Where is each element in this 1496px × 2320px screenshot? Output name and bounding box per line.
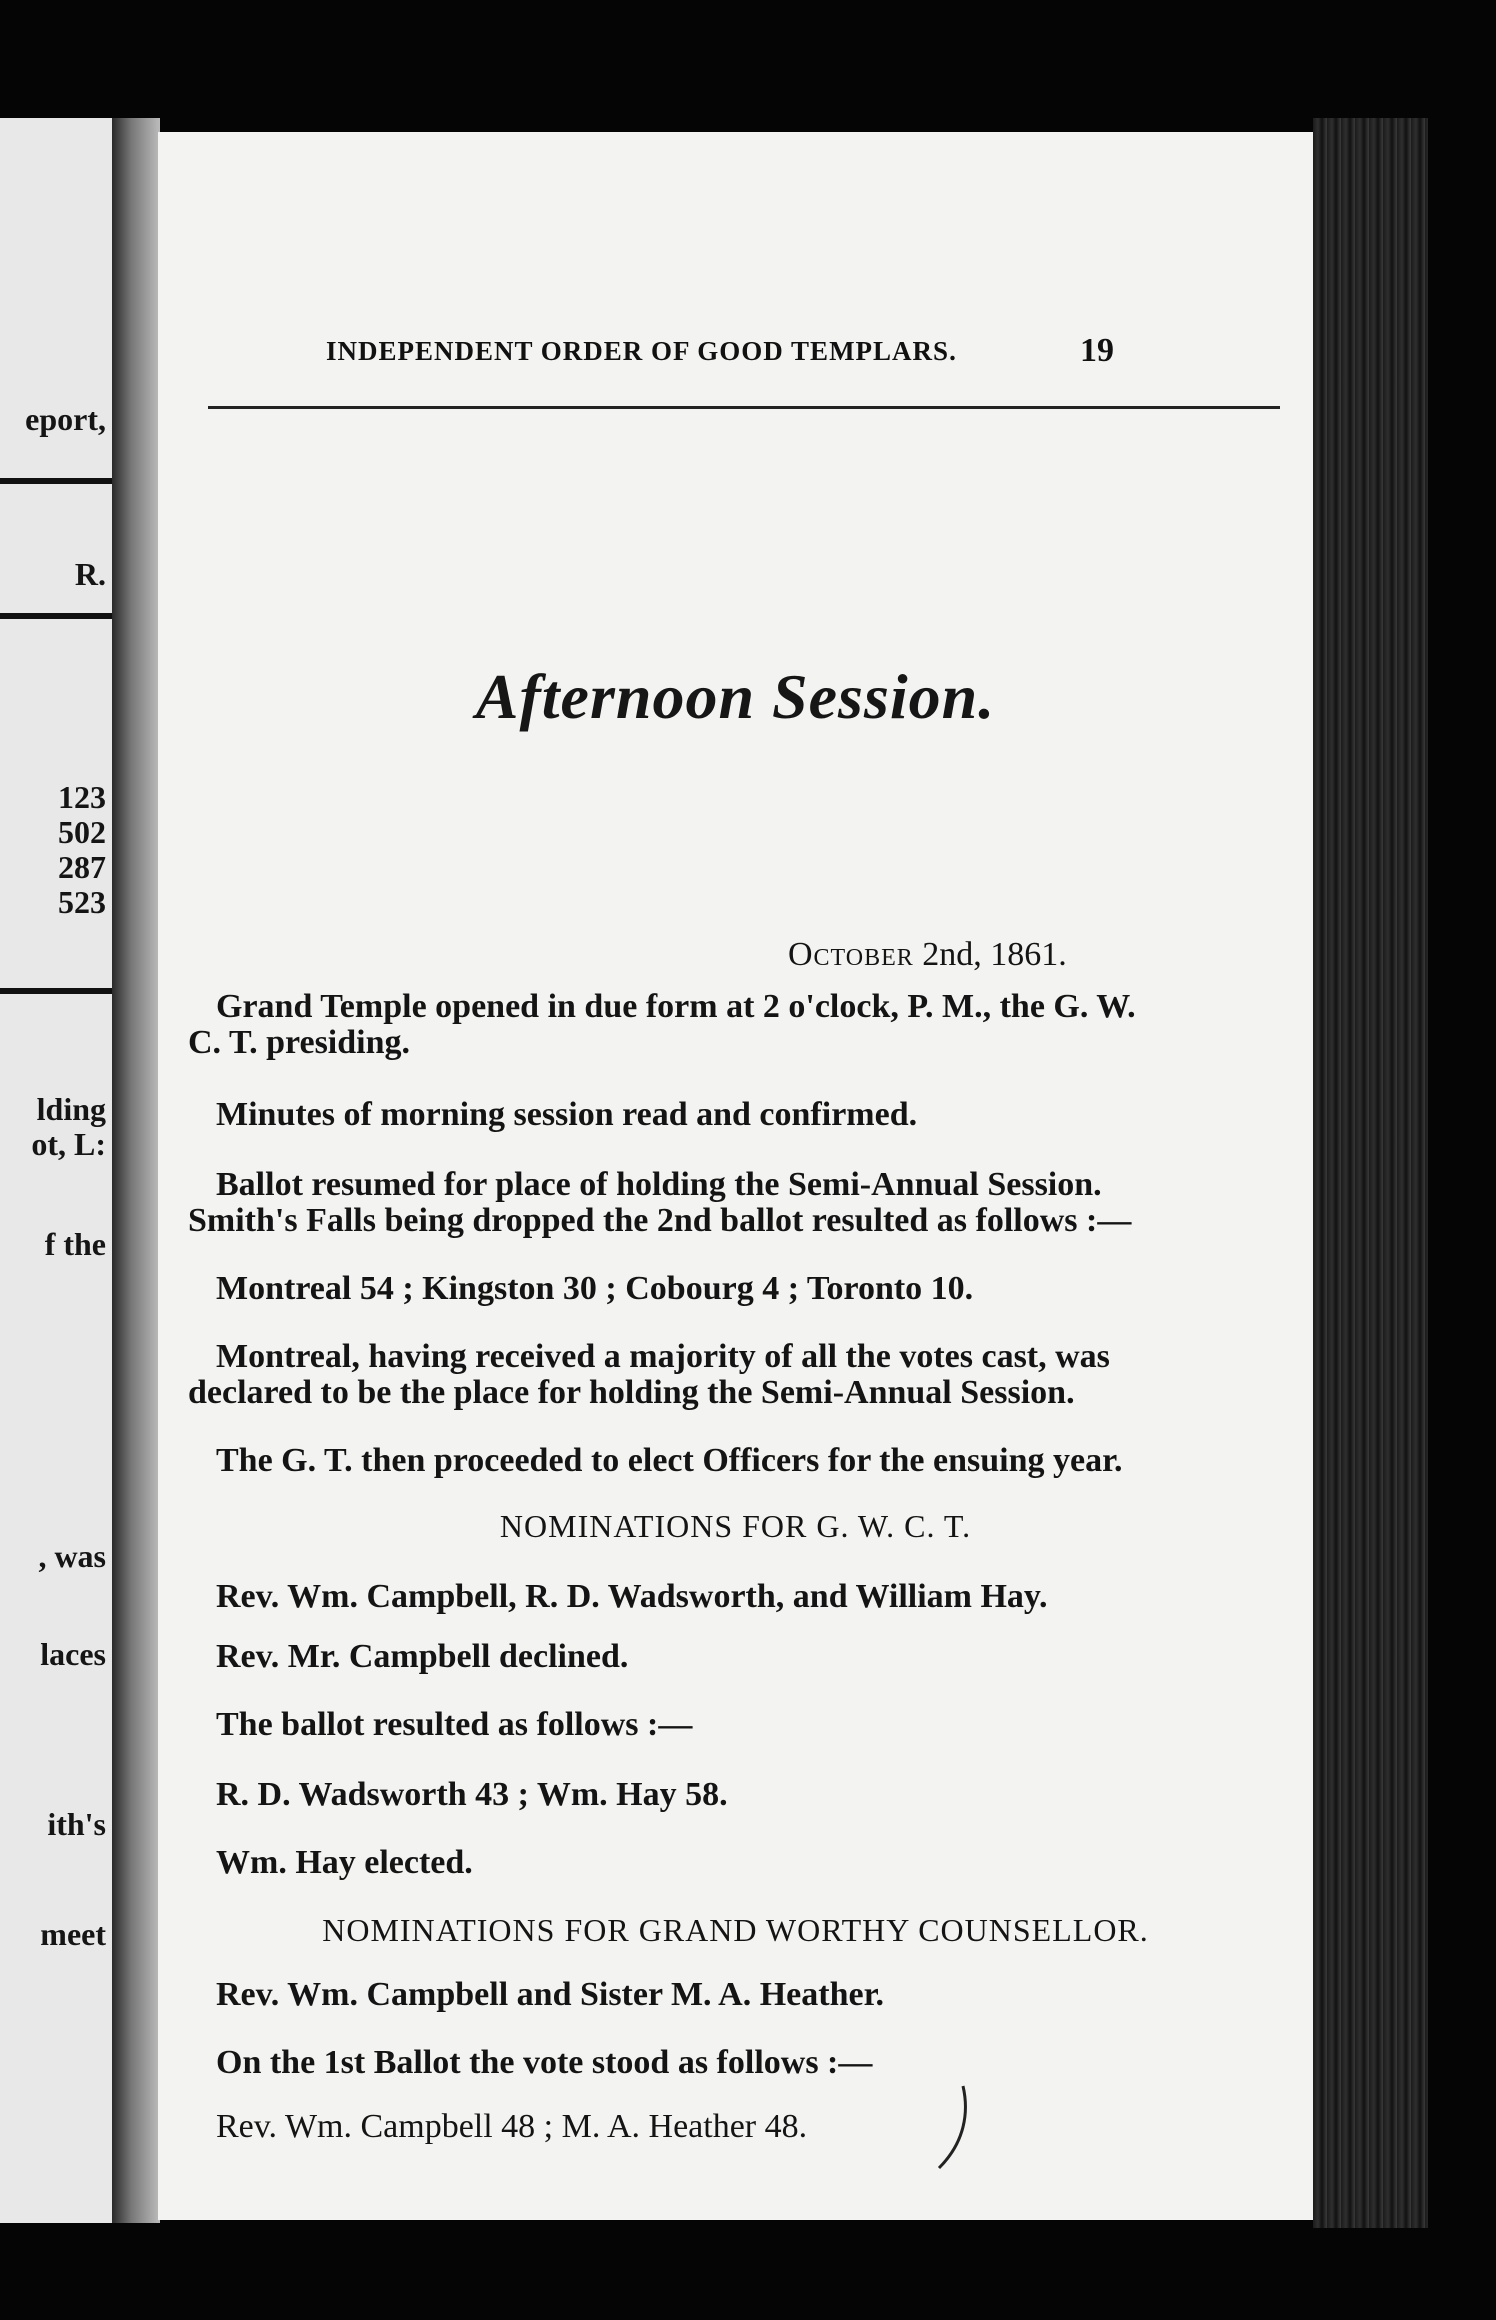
facing-rule [0, 478, 112, 484]
nominations-heading-gwc: NOMINATIONS FOR GRAND WORTHY COUNSELLOR. [322, 1912, 1149, 1948]
section-title: Afternoon Session. [475, 661, 996, 732]
facing-text: laces [40, 1636, 106, 1672]
facing-text: meet [40, 1916, 106, 1952]
session-date [788, 936, 1067, 974]
paragraph-line: declared to be the place for holding the Semi-Annual Session. [188, 1374, 1075, 1411]
facing-text: , was [38, 1538, 106, 1574]
book-gutter [112, 118, 160, 2223]
paragraph-line: Rev. Mr. Campbell declined. [216, 1638, 629, 1675]
facing-text: 123 [58, 779, 106, 815]
page-stack-edge [1313, 118, 1428, 2228]
pencil-mark [933, 2082, 973, 2172]
facing-text: 523 [58, 884, 106, 920]
paragraph-line: Montreal, having received a majority of all the votes cast, was [216, 1338, 1110, 1375]
nominees-line: Rev. Wm. Campbell and Sister M. A. Heather. [216, 1976, 885, 2013]
nominations-heading-gwct: NOMINATIONS FOR G. W. C. T. [499, 1508, 972, 1544]
facing-text: f the [44, 1226, 106, 1262]
facing-text: 502 [58, 814, 106, 850]
nominees-line: Rev. Wm. Campbell, R. D. Wadsworth, and William Hay. [216, 1578, 1048, 1615]
paragraph-line: The G. T. then proceeded to elect Officers for the ensuing year. [216, 1442, 1123, 1479]
facing-text: ith's [47, 1806, 106, 1842]
paragraph-line: Ballot resumed for place of holding the Semi-Annual Session. [216, 1166, 1102, 1203]
document-page [158, 132, 1313, 2220]
facing-text: 287 [58, 849, 106, 885]
facing-rule [0, 988, 112, 994]
date-rest: 2nd, 1861. [913, 936, 1067, 973]
paragraph-line: The ballot resulted as follows :— [216, 1706, 693, 1743]
paragraph-line: On the 1st Ballot the vote stood as follows :— [216, 2044, 873, 2081]
page-number: 19 [1080, 332, 1114, 369]
paragraph-line: Grand Temple opened in due form at 2 o'clock, P. M., the G. W. [216, 988, 1136, 1025]
paragraph-line: Wm. Hay elected. [216, 1844, 473, 1881]
facing-text: R. [74, 556, 106, 592]
facing-page-edge [0, 118, 118, 2223]
facing-text: eport, [25, 401, 106, 437]
header-rule [208, 406, 1280, 409]
paragraph-line: Smith's Falls being dropped the 2nd ballot resulted as follows :— [188, 1202, 1132, 1239]
ballot-line: R. D. Wadsworth 43 ; Wm. Hay 58. [216, 1776, 728, 1813]
facing-rule [0, 613, 112, 619]
ballot-line: Rev. Wm. Campbell 48 ; M. A. Heather 48. [216, 2108, 808, 2145]
date-month: October [788, 936, 914, 973]
paragraph-line: Minutes of morning session read and confirmed. [216, 1096, 918, 1133]
running-header: INDEPENDENT ORDER OF GOOD TEMPLARS. [326, 336, 957, 366]
facing-text: ot, L: [31, 1126, 106, 1162]
facing-text: lding [36, 1091, 106, 1127]
paragraph-line: C. T. presiding. [188, 1024, 411, 1061]
ballot-line: Montreal 54 ; Kingston 30 ; Cobourg 4 ; Toronto 10. [216, 1270, 974, 1307]
